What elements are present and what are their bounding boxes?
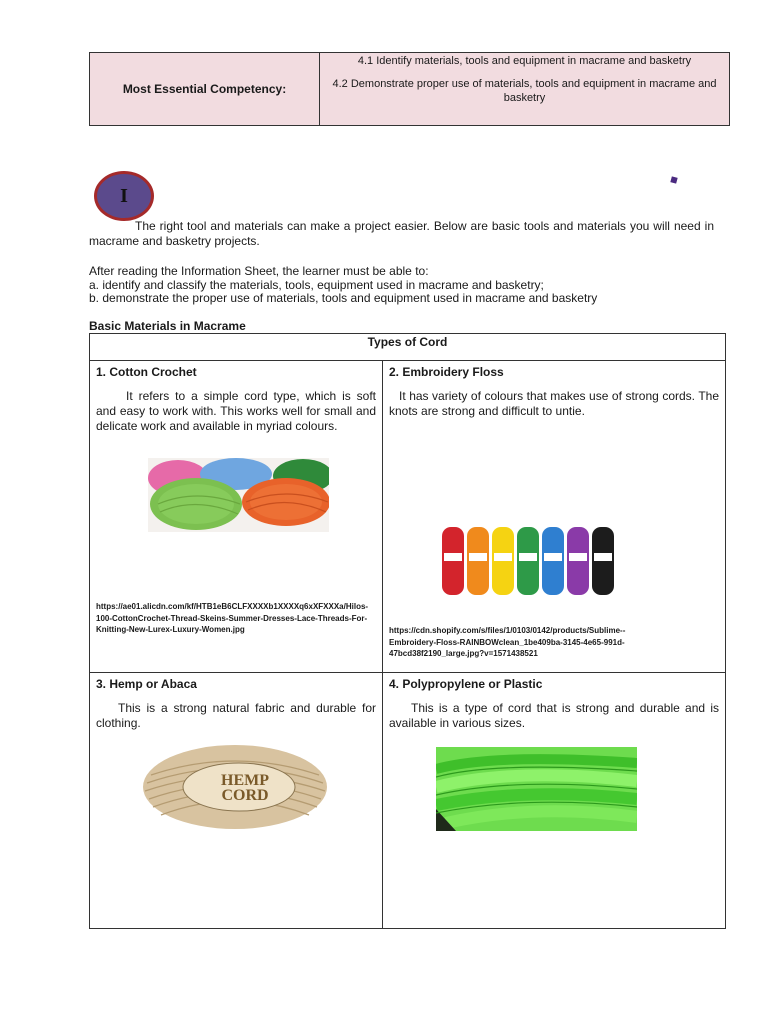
cotton-crochet-image: [148, 458, 329, 532]
polypropylene-cord-image: [436, 747, 637, 831]
table-header: Types of Cord: [90, 334, 725, 361]
source-url: https://ae01.alicdn.com/kf/HTB1eB6CLFXXXXb1XXXXq6xXFXXXa/Hilos-100-CottonCrochet-Thread-Skeins-Summer-Dresses-Lace-Threads-For-Knitting-New-Lurex-Luxury-Women.jpg: [96, 602, 369, 634]
cell-description: [389, 701, 719, 731]
objective-b: b. demonstrate the proper use of materials, tools and equipment used in macrame and basketry: [89, 291, 598, 305]
table-row: [90, 673, 725, 928]
intro-text: The right tool and materials can make a project easier. Below are basic tools and materials you will need in macrame and basketry projects.: [89, 219, 714, 248]
competency-item-1: 4.1 Identify materials, tools and equipment in macrame and basketry: [357, 55, 692, 67]
objectives: [89, 265, 719, 306]
cell-embroidery-floss: [383, 361, 725, 672]
cell-description-text: It refers to a simple cord type, which is soft and easy to work with. This works well for small and delicate work and available in myriad colours.: [96, 389, 376, 433]
cell-description: [389, 389, 719, 419]
table-row: [90, 361, 725, 673]
cell-description: [96, 701, 376, 731]
materials-table: [89, 333, 726, 929]
decorative-mark: [670, 176, 677, 183]
cell-description-text: This is a type of cord that is strong and durable and is available in various sizes.: [389, 701, 719, 730]
competency-label: Most Essential Competency:: [90, 53, 320, 125]
cell-cotton-crochet: [90, 361, 383, 672]
competency-item-2: 4.2 Demonstrate proper use of materials, tools and equipment in macrame and basketry: [332, 78, 717, 104]
cell-polypropylene: [383, 673, 725, 928]
cell-hemp-abaca: [90, 673, 383, 928]
cell-title: 4. Polypropylene or Plastic: [389, 677, 543, 691]
cell-title: 1. Cotton Crochet: [96, 365, 197, 379]
hemp-label-line2: CORD: [221, 787, 269, 804]
competency-table: [89, 52, 730, 126]
cell-title: 2. Embroidery Floss: [389, 365, 504, 379]
cell-description-text: It has variety of colours that makes use of strong cords. The knots are strong and difficult to untie.: [389, 389, 719, 418]
objective-a: a. identify and classify the materials, tools, equipment used in macrame and basketry;: [89, 277, 544, 292]
section-title: Basic Materials in Macrame: [89, 319, 246, 333]
hemp-cord-image: [141, 743, 329, 831]
competency-items: [320, 53, 729, 125]
cell-description-text: This is a strong natural fabric and durable for clothing.: [96, 701, 376, 730]
objectives-lead: After reading the Information Sheet, the learner must be able to:: [89, 264, 429, 278]
cell-title: 3. Hemp or Abaca: [96, 677, 197, 691]
intro-paragraph: [89, 219, 714, 249]
badge-letter: I: [120, 184, 128, 207]
hemp-label-line1: HEMP: [221, 772, 269, 789]
embroidery-floss-image: [440, 523, 621, 599]
cell-description: [96, 389, 376, 434]
section-badge: [94, 171, 154, 221]
source-url: https://cdn.shopify.com/s/files/1/0103/0142/products/Sublime--Embroidery-Floss-RAINBOWclean_1be409ba-3145-4e65-991d-47bcd38f2190_large.jpg?v=1571438521: [389, 626, 626, 658]
